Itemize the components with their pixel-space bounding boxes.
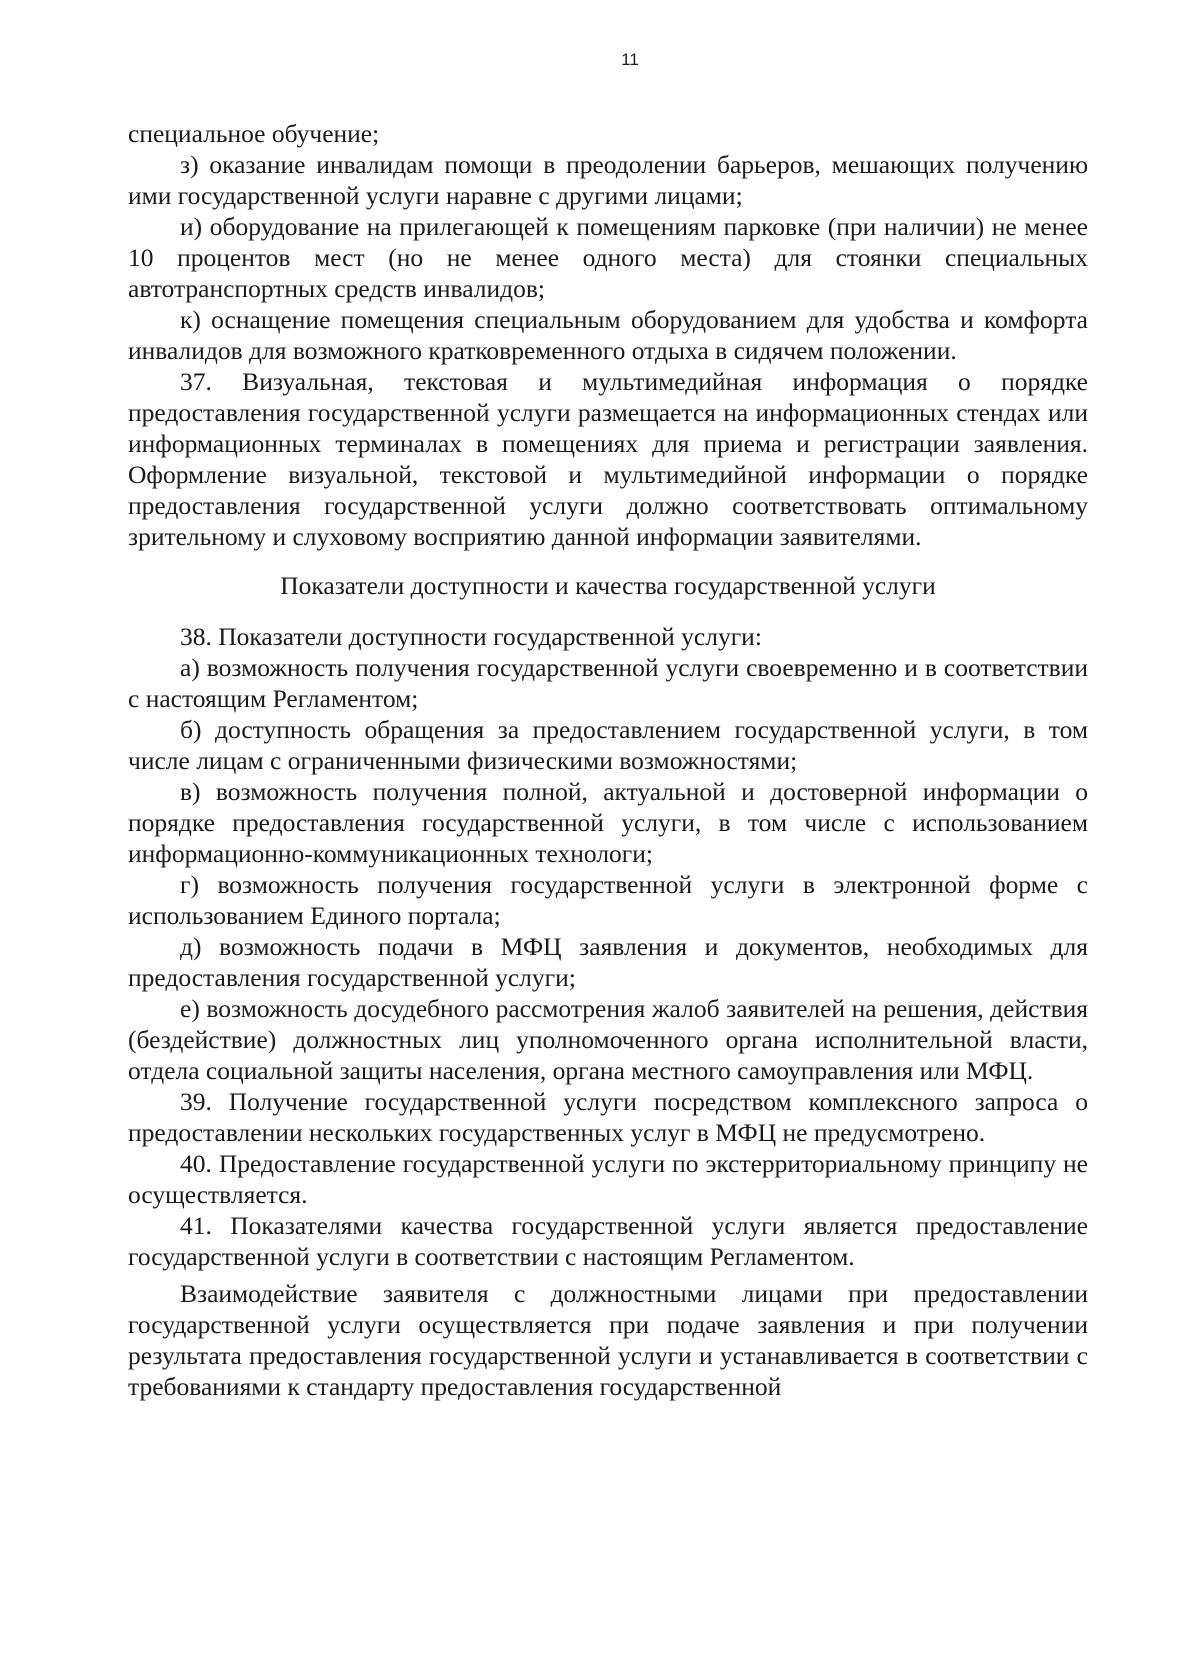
paragraph: 37. Визуальная, текстовая и мультимедийная информация о порядке предоставления государственной услуги размещается на информационных стендах или информационных терминалах в помещениях для приема и регистрации заявления. Оформление визуальной, текстовой и мультимедийной информации о порядке предоставления государственной услуги должно соответствовать оптимальному зрительному и слуховому восприятию данной информации заявителями. <box>128 367 1088 551</box>
paragraph: специальное обучение; <box>128 119 380 148</box>
paragraph: Взаимодействие заявителя с должностными лицами при предоставлении государственной услуги осуществляется при подаче заявления и при получении результата предоставления государственной услуги и устанавливается в соответствии с требованиями к стандарту предоставления государственной <box>128 1279 1088 1401</box>
paragraph: и) оборудование на прилегающей к помещениям парковке (при наличии) не менее 10 процентов мест (но не менее одного места) для стоянки специальных автотранспортных средств инвалидов; <box>128 212 1088 303</box>
paragraph: 38. Показатели доступности государственной услуги: <box>180 622 762 651</box>
paragraph: к) оснащение помещения специальным оборудованием для удобства и комфорта инвалидов для возможного кратковременного отдыха в сидячем положении. <box>128 305 1088 365</box>
paragraph: г) возможность получения государственной услуги в электронной форме с использованием Единого портала; <box>128 870 1088 930</box>
paragraph: б) доступность обращения за предоставлением государственной услуги, в том числе лицам с ограниченными физическими возможностями; <box>128 715 1088 775</box>
paragraph: з) оказание инвалидам помощи в преодолении барьеров, мешающих получению ими государственной услуги наравне с другими лицами; <box>128 150 1088 210</box>
paragraph: 39. Получение государственной услуги посредством комплексного запроса о предоставлении нескольких государственных услуг в МФЦ не предусмотрено. <box>128 1087 1088 1147</box>
page-number: 11 <box>621 50 639 69</box>
section-heading: Показатели доступности и качества государственной услуги <box>280 571 936 600</box>
document-body <box>128 118 1088 1402</box>
paragraph: д) возможность подачи в МФЦ заявления и документов, необходимых для предоставления государственной услуги; <box>128 932 1088 992</box>
paragraph: а) возможность получения государственной услуги своевременно и в соответствии с настоящим Регламентом; <box>128 653 1088 713</box>
paragraph: 41. Показателями качества государственной услуги является предоставление государственной услуги в соответствии с настоящим Регламентом. <box>128 1211 1088 1271</box>
paragraph: 40. Предоставление государственной услуги по экстерриториальному принципу не осуществляется. <box>128 1149 1088 1209</box>
paragraph: в) возможность получения полной, актуальной и достоверной информации о порядке предоставления государственной услуги, в том числе с использованием информационно-коммуникационных технологи; <box>128 777 1088 868</box>
paragraph: е) возможность досудебного рассмотрения жалоб заявителей на решения, действия (бездействие) должностных лиц уполномоченного органа исполнительной власти, отдела социальной защиты населения, органа местного самоуправления или МФЦ. <box>128 994 1088 1085</box>
